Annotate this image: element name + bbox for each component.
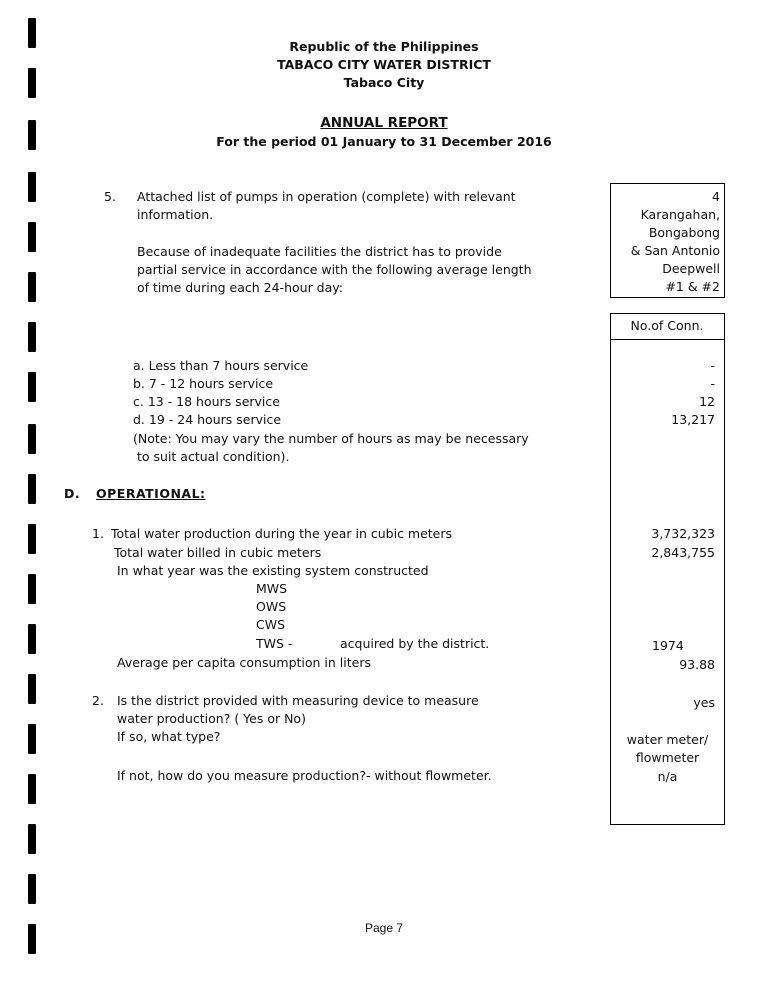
value-has-device: yes [693,695,715,710]
value-device-type-line2: flowmeter [635,750,700,765]
binding-mark [28,824,36,854]
item1-production-label: Total water production during the year in cubic meters [111,526,453,541]
value-year-constructed: 1974 [652,638,684,653]
binding-mark [28,322,36,352]
binding-mark [28,524,36,554]
binding-mark [28,272,36,302]
binding-mark [28,172,36,202]
item2-if-not-label: If not, how do you measure production?- without flowmeter. [117,768,492,783]
value-service-c: 12 [699,394,715,409]
binding-mark [28,424,36,454]
service-a: a. Less than 7 hours service [133,358,309,373]
item5-para-line1: Because of inadequate facilities the district has to provide [137,244,502,259]
value-service-b: - [710,376,715,391]
header-district: TABACO CITY WATER DISTRICT [277,57,491,72]
header-city: Tabaco City [343,75,425,90]
pumps-line: Karangahan, [640,207,720,222]
system-ows: OWS [256,599,287,614]
value-percapita: 93.88 [679,657,715,672]
pumps-line: & San Antonio [630,243,720,258]
value-device-type-line1: water meter/ [626,732,709,747]
item5-number: 5. [104,189,116,204]
value-service-a: - [710,358,715,373]
item2-number: 2. [92,693,104,708]
item5-para-line3: of time during each 24-hour day: [137,280,343,295]
binding-mark [28,574,36,604]
item1-percapita-label: Average per capita consumption in liters [117,655,371,670]
service-d: d. 19 - 24 hours service [133,412,282,427]
binding-mark [28,724,36,754]
report-period: For the period 01 January to 31 December 2016 [216,134,552,149]
binding-mark [28,624,36,654]
binding-mark [28,874,36,904]
value-service-d: 13,217 [671,412,715,427]
service-note-line1: (Note: You may vary the number of hours as may be necessary [133,431,529,446]
system-tws-acquired: acquired by the district. [340,636,490,651]
item5-text-line1: Attached list of pumps in operation (complete) with relevant [137,189,516,204]
binding-mark [28,774,36,804]
service-c: c. 13 - 18 hours service [133,394,280,409]
pumps-line: Bongabong [648,225,720,240]
item2-type-label: If so, what type? [117,729,221,744]
item1-billed-label: Total water billed in cubic meters [114,545,322,560]
item2-question-line2: water production? ( Yes or No) [117,711,306,726]
pumps-line: Deepwell [662,261,720,276]
pumps-count: 4 [712,189,720,204]
report-title: ANNUAL REPORT [320,115,448,131]
system-cws: CWS [256,617,286,632]
binding-mark [28,222,36,252]
item1-number: 1. [92,526,104,541]
connections-header: No.of Conn. [630,318,704,333]
value-not-applicable: n/a [657,769,678,784]
header-republic: Republic of the Philippines [289,39,479,54]
binding-mark [28,474,36,504]
system-mws: MWS [256,581,288,596]
item5-para-line2: partial service in accordance with the following average length [137,262,532,277]
value-production: 3,732,323 [651,526,715,541]
service-note-line2: to suit actual condition). [137,449,290,464]
pumps-line: #1 & #2 [665,279,720,294]
system-tws: TWS - [256,636,293,651]
page-number: Page 7 [364,921,404,935]
value-billed: 2,843,755 [651,545,715,560]
item2-question-line1: Is the district provided with measuring device to measure [117,693,479,708]
binding-mark [28,372,36,402]
binding-mark [28,674,36,704]
section-d-title: OPERATIONAL: [96,486,206,501]
pumps-box [610,183,725,298]
service-b: b. 7 - 12 hours service [133,376,274,391]
section-d-label: D. [64,486,81,501]
item5-text-line2: information. [137,207,214,222]
item1-constructed-label: In what year was the existing system constructed [117,563,429,578]
connections-header-box [610,313,725,340]
